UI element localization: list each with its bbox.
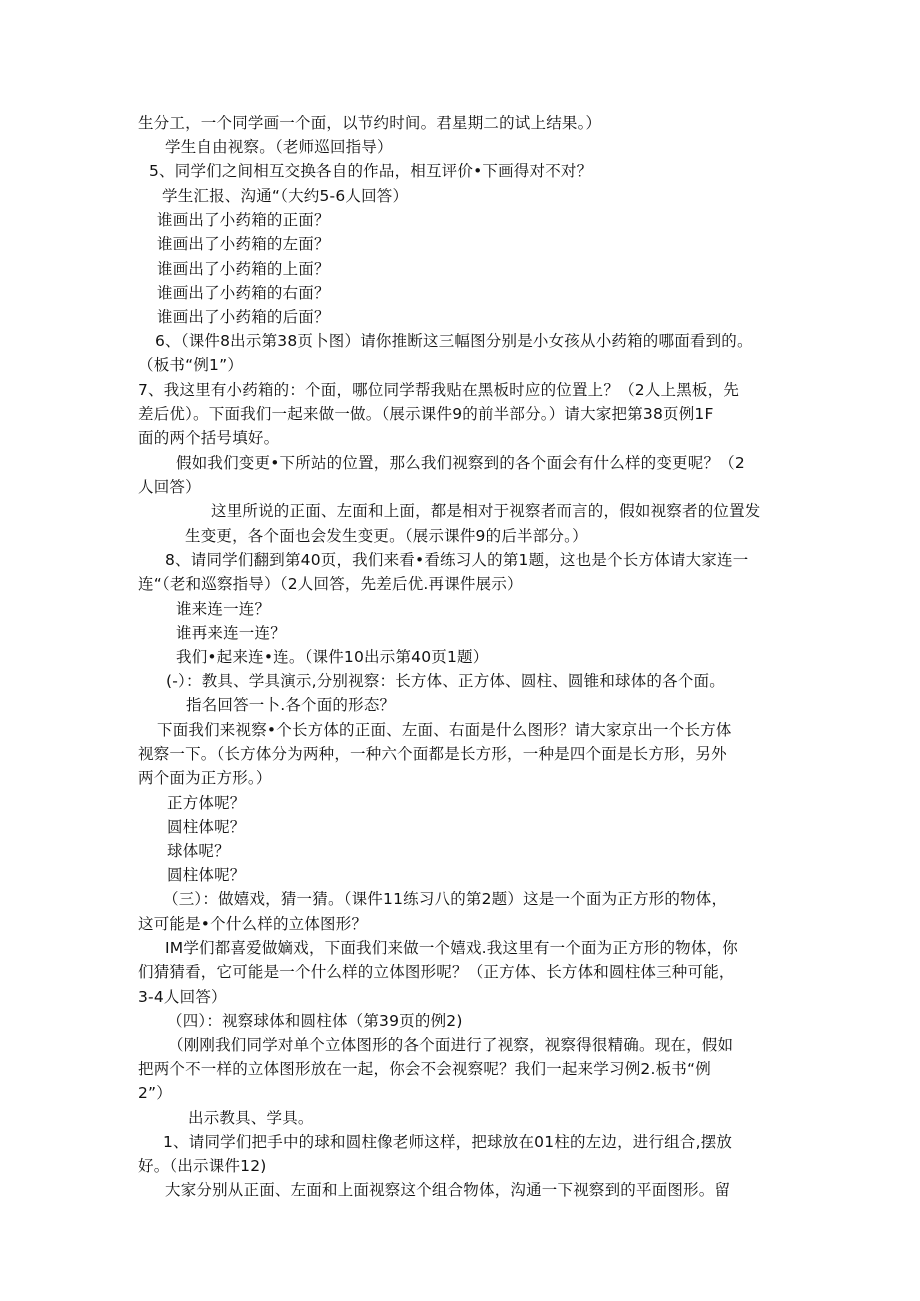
text-line: 面的两个括号填好。	[138, 429, 280, 447]
text-line: 们猜猜看，它可能是一个什么样的立体图形呢？（正方体、长方体和圆柱体三种可能，	[138, 963, 735, 981]
text-line: 两个面为正方形。）	[138, 769, 272, 787]
text-line: 7、我这里有小药箱的：个面，哪位同学帮我贴在黑板时应的位置上？（2人上黑板，先	[138, 381, 740, 399]
text-line: （刚刚我们同学对单个立体图形的各个面进行了视察，视察得很精确。现在，假如	[168, 1036, 734, 1054]
text-line: 生变更，各个面也会发生变更。（展示课件9的后半部分。）	[185, 527, 588, 545]
text-line: （板书“例1”）	[138, 356, 244, 374]
text-line: IM学们都喜爱做嫡戏，下面我们来做一个嬉戏.我这里有一个面为正方形的物体，你	[165, 939, 738, 957]
text-line: 学生汇报、沟通“（大约5-6人回答）	[162, 187, 409, 205]
text-line: 生分工，一个同学画一个面，以节约时间。君星期二的试上结果。）	[138, 114, 602, 132]
text-line: 谁来连一连？	[176, 600, 271, 618]
text-line: 圆柱体呢？	[167, 818, 246, 836]
text-line: 视察一下。（长方体分为两种，一种六个面都是长方形，一种是四个面是长方形，另外	[138, 745, 727, 763]
text-line: 差后优）。下面我们一起来做一做。（展示课件9的前半部分。）请大家把第38页例1F	[138, 405, 714, 423]
text-line: 谁画出了小药箱的左面？	[157, 235, 330, 253]
text-line: 球体呢？	[167, 842, 230, 860]
text-line: 6、（课件8出示第38页卜图）请你推断这三幅图分别是小女孩从小药箱的哪面看到的。	[155, 332, 753, 350]
text-line: 3-4人回答）	[138, 988, 227, 1006]
text-line: 人回答）	[138, 478, 201, 496]
text-line: 谁画出了小药箱的上面？	[157, 260, 330, 278]
text-line: 谁画出了小药箱的右面？	[157, 284, 330, 302]
text-line: 这可能是•个什么样的立体图形？	[138, 915, 368, 933]
text-line: 假如我们变更•下所站的位置，那么我们视察到的各个面会有什么样的变更呢？（2	[176, 454, 745, 472]
text-line: 把两个不一样的立体图形放在一起，你会不会视察呢？我们一起来学习例2.板书“例	[138, 1060, 711, 1078]
text-line: 大家分别从正面、左面和上面视察这个组合物体，沟通一下视察到的平面图形。留	[165, 1181, 731, 1199]
text-line: （三）：做嬉戏，猜一猜。（课件11练习八的第2题）这是一个面为正方形的物体，	[163, 890, 728, 908]
text-line: 谁画出了小药箱的正面？	[157, 211, 330, 229]
text-line: 我们•起来连•连。（课件10出示第40页1题）	[176, 648, 489, 666]
text-line: 圆柱体呢？	[167, 866, 246, 884]
text-line: 好。（出示课件12)	[138, 1157, 267, 1175]
text-line: 连“（老和巡察指导）（2人回答，先差后优.再课件展示）	[138, 575, 523, 593]
text-line: 下面我们来视察•个长方体的正面、左面、右面是什么图形？请大家京出一个长方体	[157, 721, 732, 739]
text-line: 2”）	[138, 1084, 172, 1102]
text-line: 正方体呢？	[167, 794, 246, 812]
text-line: 谁再来连一连？	[176, 624, 286, 642]
text-line: 这里所说的正面、左面和上面，都是相对于视察者而言的，假如视察者的位置发	[211, 502, 761, 520]
text-line: 指名回答一卜.各个面的形态？	[186, 696, 396, 714]
text-line: 出示教具、学具。	[188, 1109, 314, 1127]
text-line: 1、请同学们把手中的球和圆柱像老师这样，把球放在01柱的左边，进行组合,摆放	[163, 1133, 733, 1151]
text-line: 8、请同学们翻到第40页，我们来看•看练习人的第1题，这也是个长方体请大家连一	[165, 551, 749, 569]
text-line: (-）：教具、学具演示,分别视察：长方体、正方体、圆柱、圆锥和球体的各个面。	[166, 672, 725, 690]
text-line: 谁画出了小药箱的后面？	[157, 308, 330, 326]
text-line: 5、同学们之间相互交换各自的作品，相互评价•下画得对不对？	[149, 162, 593, 180]
text-line: 学生自由视察。（老师巡回指导）	[165, 138, 393, 156]
text-line: （四）：视察球体和圆柱体（第39页的例2)	[167, 1012, 463, 1030]
